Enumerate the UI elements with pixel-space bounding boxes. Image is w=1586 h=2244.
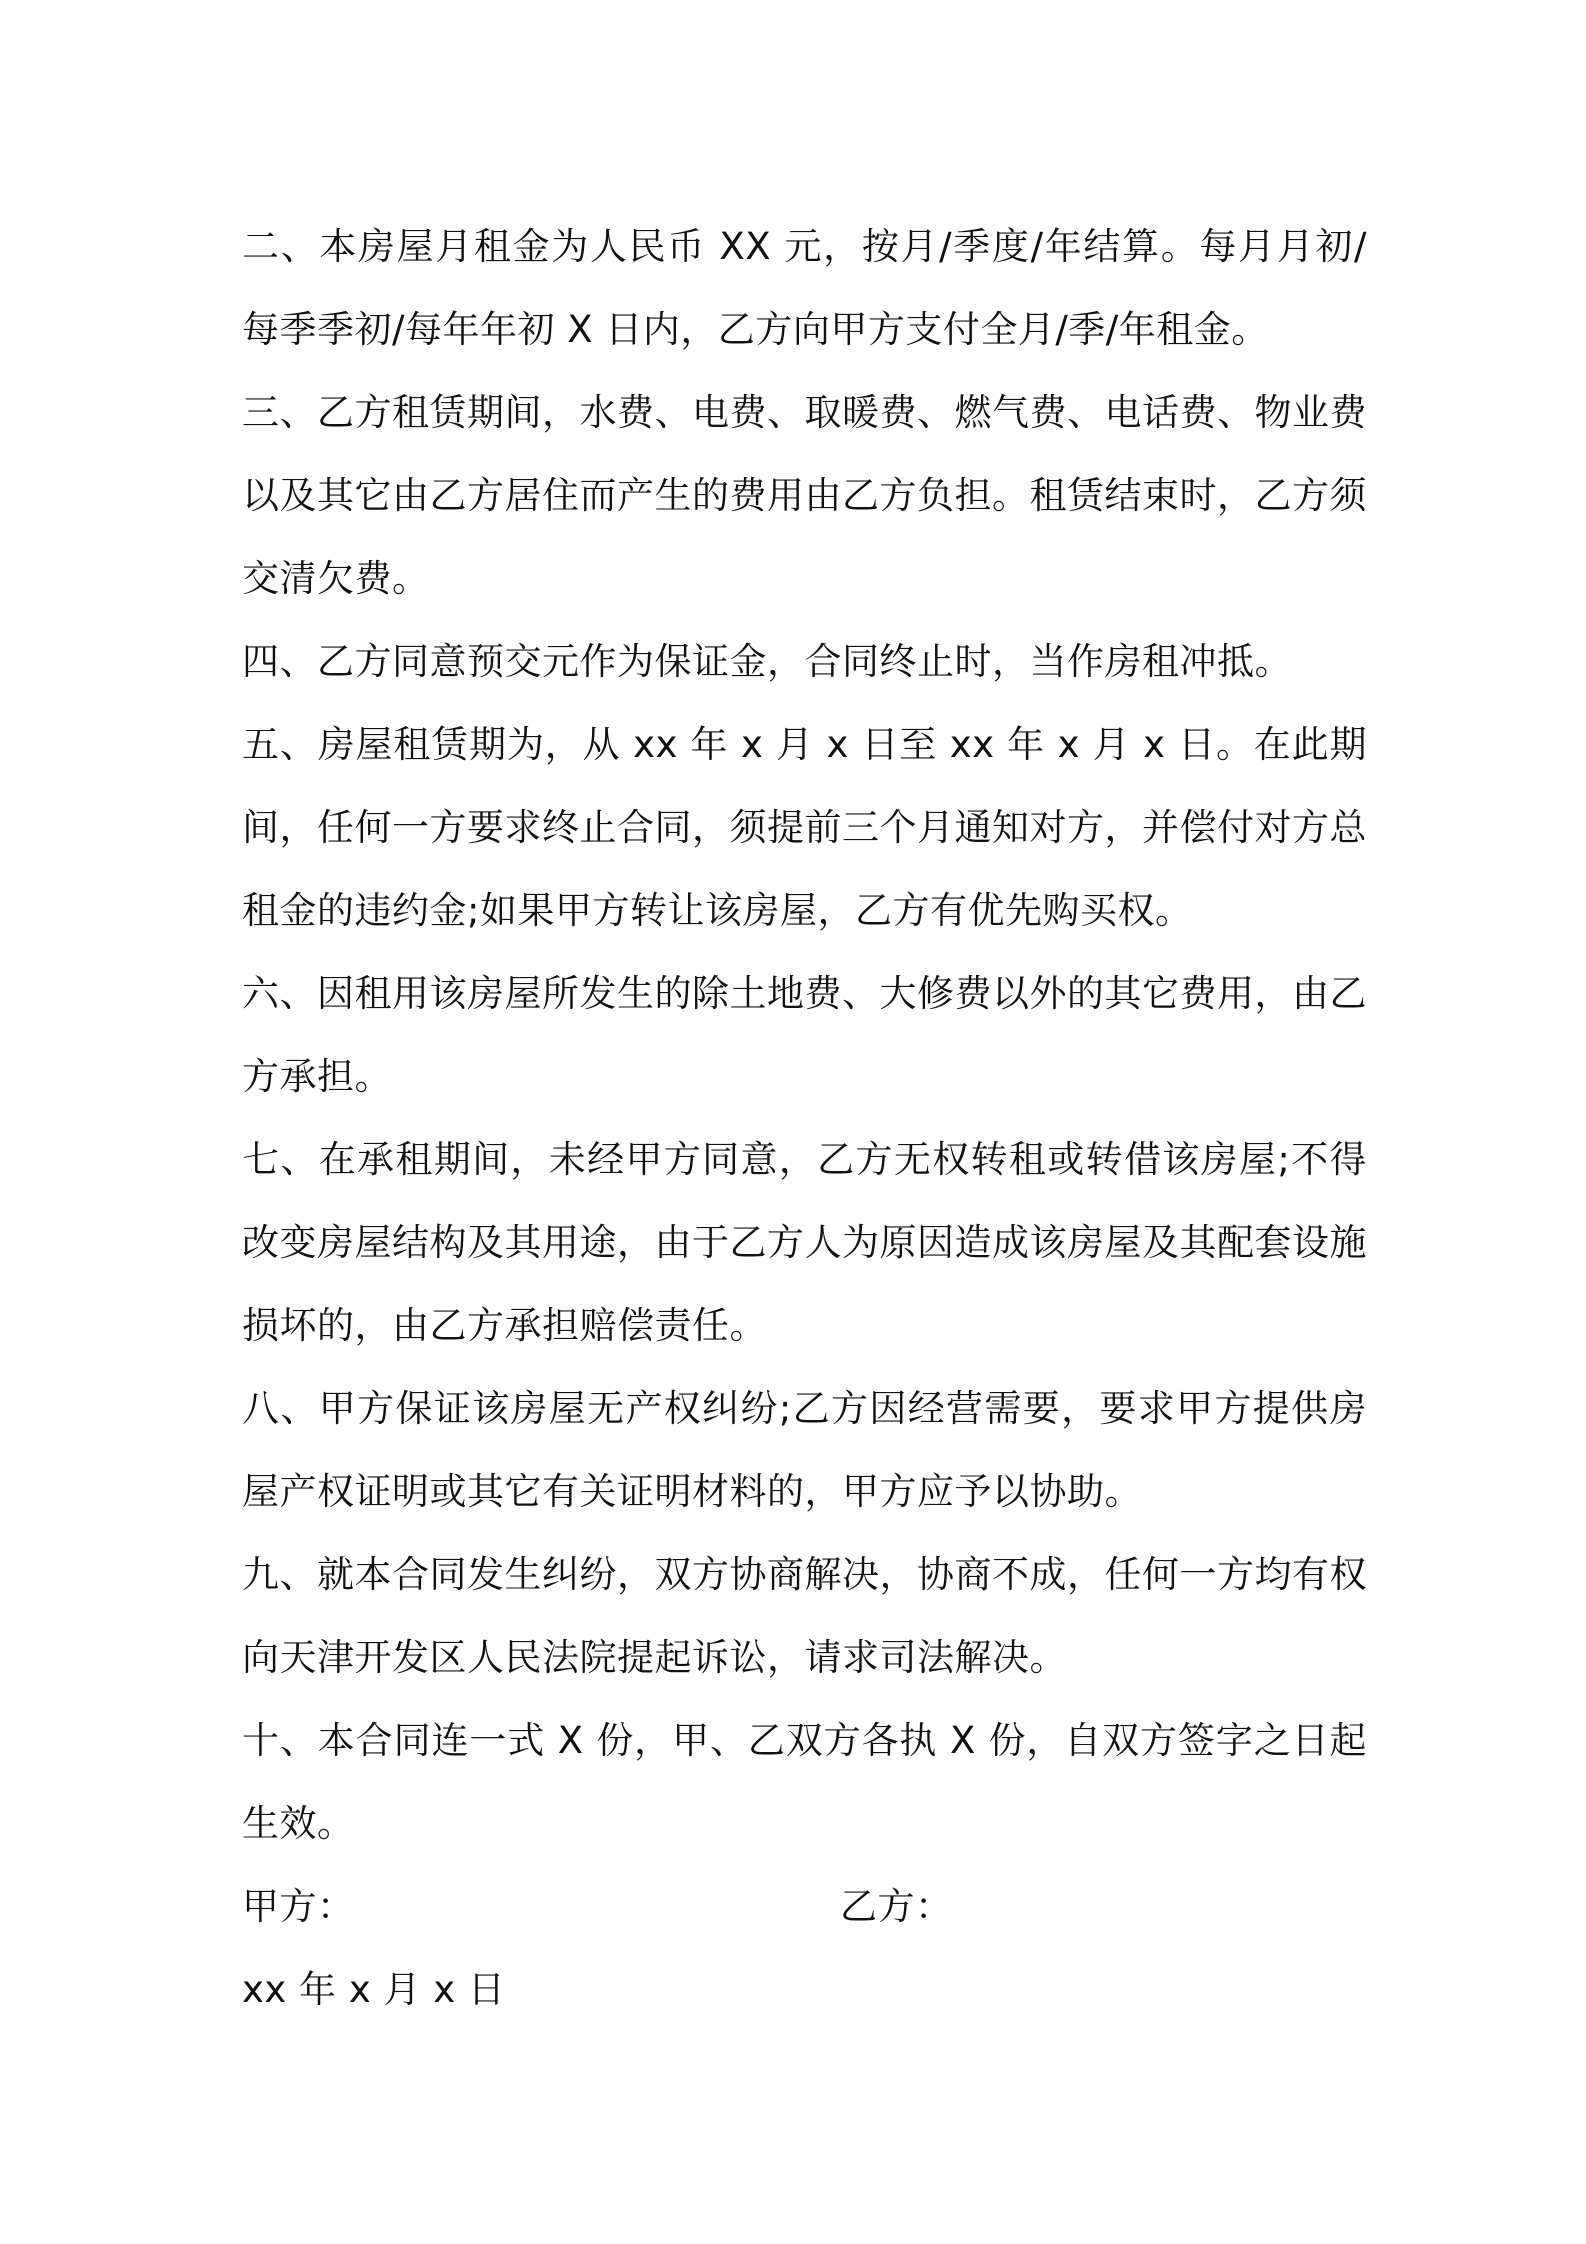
clause-5: 五、房屋租赁期为，从 xx 年 x 月 x 日至 xx 年 x 月 x 日。在此期间，任何一方要求终止合同，须提前三个月通知对方，并偿付对方总租金的违约金;如果甲方转让该房屋，乙方有优先购买权。 [242, 723, 1367, 932]
party-b-label: 乙方： [840, 1885, 953, 1928]
clause-4: 四、乙方同意预交元作为保证金，合同终止时，当作房租冲抵。 [242, 640, 1292, 683]
clause-3: 三、乙方租赁期间，水费、电费、取暖费、燃气费、电话费、物业费以及其它由乙方居住而产生的费用由乙方负担。租赁结束时，乙方须交清欠费。 [242, 391, 1367, 600]
signature-row [242, 1865, 1367, 1948]
clause-6: 六、因租用该房屋所发生的除土地费、大修费以外的其它费用，由乙方承担。 [242, 972, 1367, 1098]
clause-9: 九、就本合同发生纠纷，双方协商解决，协商不成，任何一方均有权向天津开发区人民法院提起诉讼，请求司法解决。 [242, 1553, 1367, 1679]
clause-2: 二、本房屋月租金为人民币 XX 元，按月/季度/年结算。每月月初/每季季初/每年年初 X 日内，乙方向甲方支付全月/季/年租金。 [242, 225, 1367, 351]
signing-date: xx 年 x 月 x 日 [242, 1968, 506, 2011]
contract-body [242, 205, 1367, 2031]
clause-10: 十、本合同连一式 X 份，甲、乙双方各执 X 份，自双方签字之日起生效。 [242, 1719, 1367, 1845]
clause-8: 八、甲方保证该房屋无产权纠纷;乙方因经营需要，要求甲方提供房屋产权证明或其它有关证明材料的，甲方应予以协助。 [242, 1387, 1367, 1513]
party-a-label: 甲方： [242, 1885, 355, 1928]
clause-7: 七、在承租期间，未经甲方同意，乙方无权转租或转借该房屋;不得改变房屋结构及其用途，由于乙方人为原因造成该房屋及其配套设施损坏的，由乙方承担赔偿责任。 [242, 1138, 1367, 1347]
